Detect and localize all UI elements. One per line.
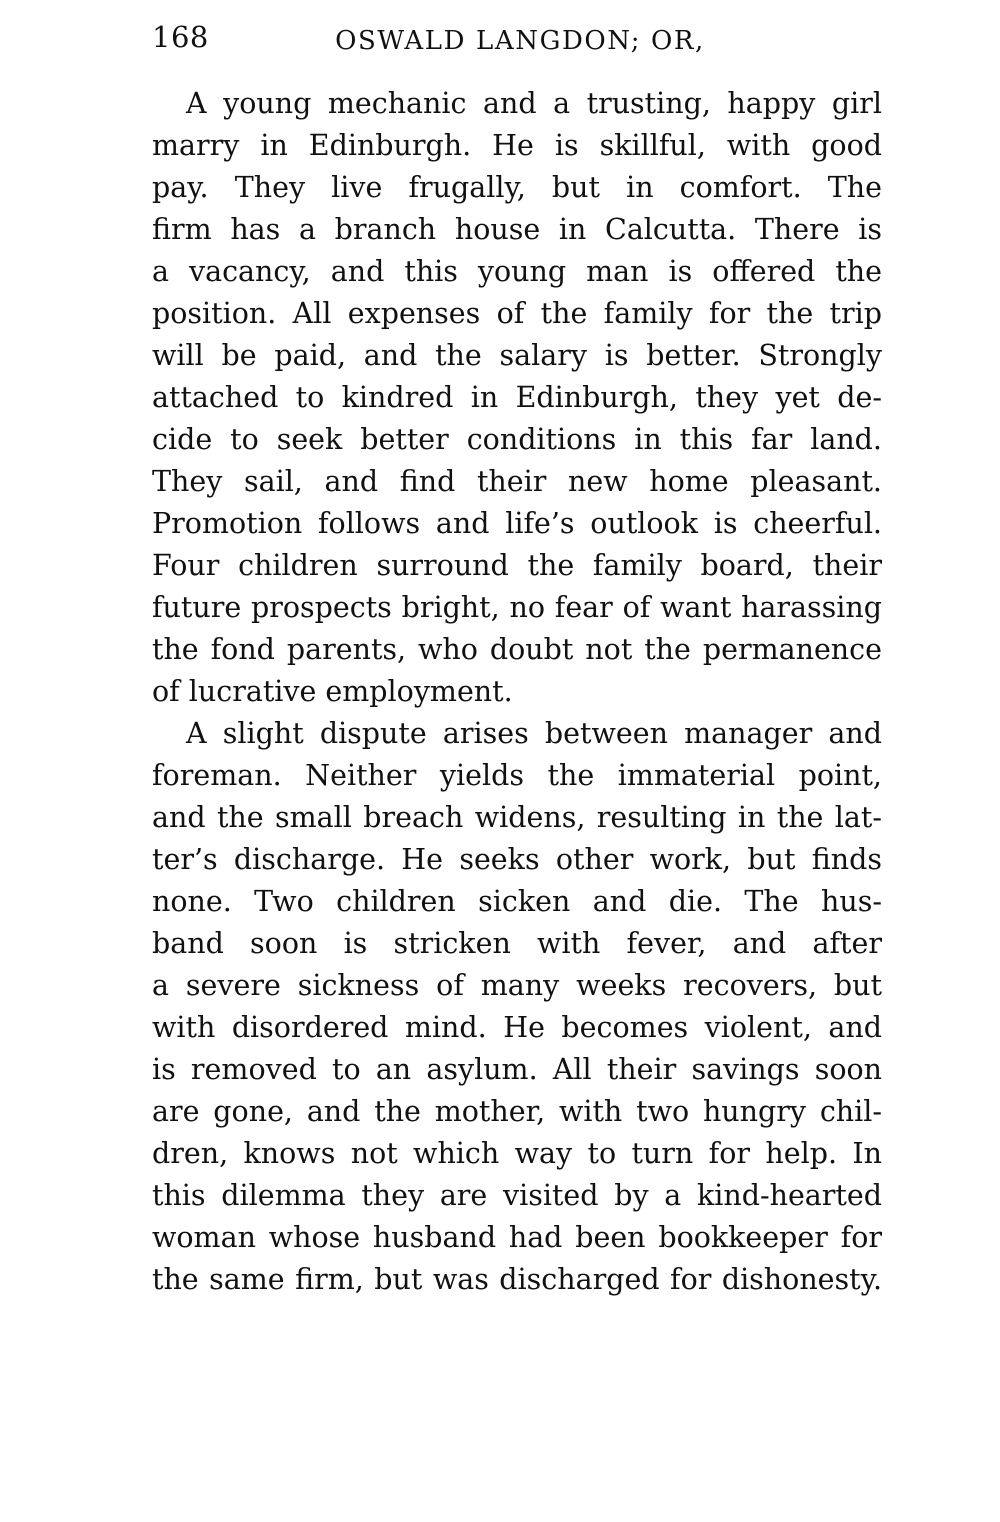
running-title: OSWALD LANGDON; OR,	[335, 26, 705, 56]
running-head	[150, 18, 890, 68]
text-line: none. Two children sicken and die. The hus-	[152, 885, 882, 918]
text-line: Promotion follows and life’s outlook is cheerful.	[152, 507, 882, 540]
body-text	[152, 83, 882, 1301]
text-line: dren, knows not which way to turn for help. In	[152, 1137, 882, 1170]
text-line: A young mechanic and a trusting, happy girl	[186, 87, 882, 120]
text-line: attached to kindred in Edinburgh, they yet de-	[152, 381, 882, 414]
text-line: a vacancy, and this young man is offered the	[152, 255, 882, 288]
text-line: cide to seek better conditions in this far land.	[152, 423, 882, 456]
paragraph-2	[152, 713, 882, 1301]
text-line: of lucrative employment.	[152, 675, 513, 708]
text-line: foreman. Neither yields the immaterial point,	[152, 759, 882, 792]
text-line: are gone, and the mother, with two hungry chil-	[152, 1095, 882, 1128]
text-line: will be paid, and the salary is better. Strongly	[152, 339, 882, 372]
text-line: Four children surround the family board, their	[152, 549, 882, 582]
text-line: firm has a branch house in Calcutta. There is	[152, 213, 882, 246]
text-line: the fond parents, who doubt not the permanence	[152, 633, 882, 666]
text-line: pay. They live frugally, but in comfort. The	[152, 171, 882, 204]
text-line: woman whose husband had been bookkeeper for	[152, 1221, 882, 1254]
text-line: is removed to an asylum. All their savings soon	[152, 1053, 882, 1086]
text-line: this dilemma they are visited by a kind-hearted	[152, 1179, 882, 1212]
text-line: with disordered mind. He becomes violent, and	[152, 1011, 882, 1044]
text-line: They sail, and find their new home pleasant.	[152, 465, 882, 498]
text-line: the same firm, but was discharged for dishonesty.	[152, 1263, 882, 1296]
text-line: band soon is stricken with fever, and after	[152, 927, 882, 960]
text-line: A slight dispute arises between manager and	[186, 717, 882, 750]
text-line: ter’s discharge. He seeks other work, but finds	[152, 843, 882, 876]
page-number: 168	[152, 20, 209, 54]
paragraph-1	[152, 83, 882, 713]
text-line: future prospects bright, no fear of want harassing	[152, 591, 882, 624]
text-line: position. All expenses of the family for the trip	[152, 297, 882, 330]
text-line: a severe sickness of many weeks recovers, but	[152, 969, 882, 1002]
text-line: and the small breach widens, resulting in the lat-	[152, 801, 882, 834]
text-line: marry in Edinburgh. He is skillful, with good	[152, 129, 882, 162]
